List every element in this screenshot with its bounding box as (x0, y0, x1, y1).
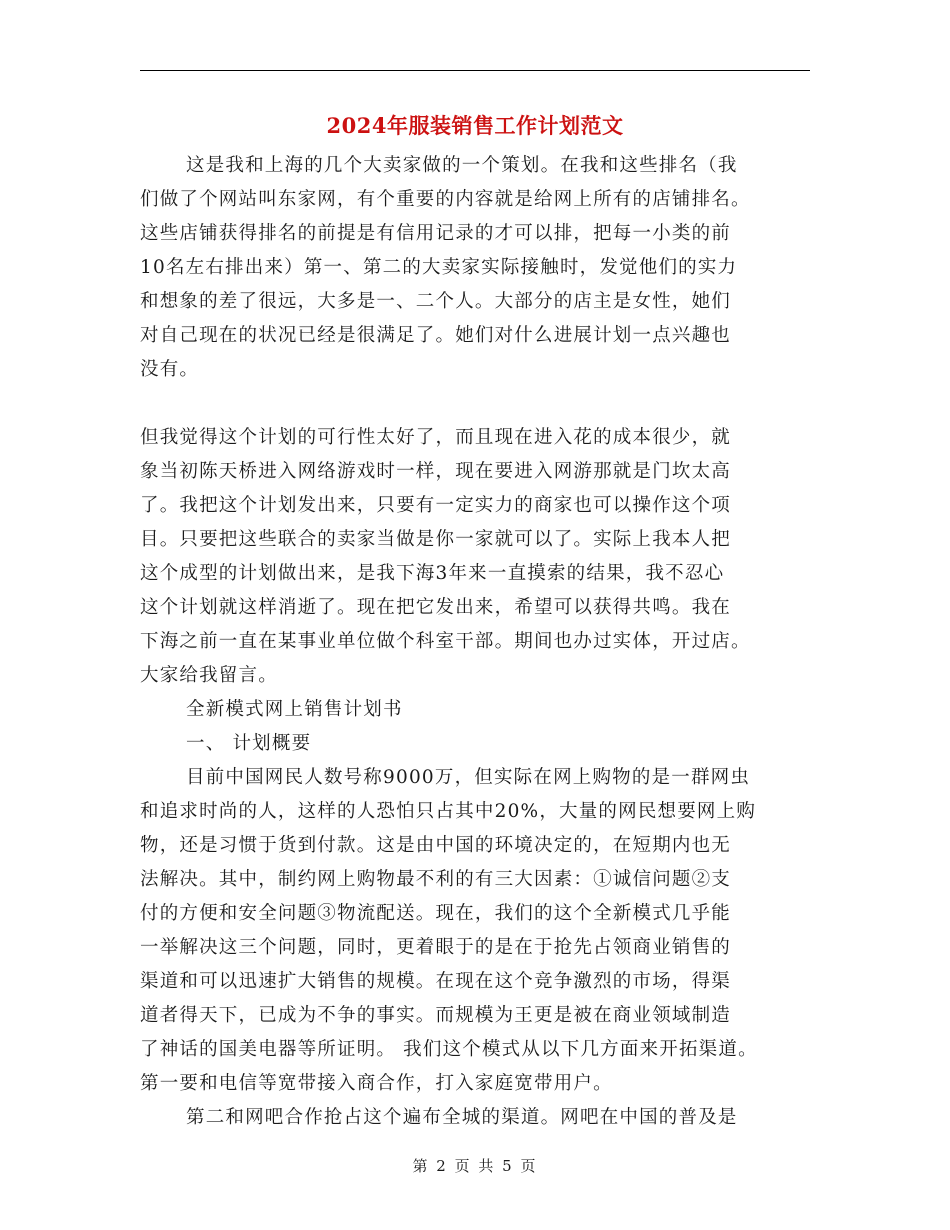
text-line: 一举解决这三个问题，同时，更着眼于的是在于抢先占领商业销售的 (140, 937, 732, 958)
text-line: 对自己现在的状况已经是很满足了。她们对什么进展计划一点兴趣也 (140, 325, 732, 346)
text-line: 大家给我留言。 (140, 665, 278, 686)
text-line: 付的方便和安全问题③物流配送。现在，我们的这个全新模式几乎能 (140, 903, 732, 924)
text-line: 物，还是习惯于货到付款。这是由中国的环境决定的，在短期内也无 (140, 835, 732, 856)
text-line: 第一要和电信等宽带接入商合作，打入家庭宽带用户。 (140, 1073, 613, 1094)
text-line: 和想象的差了很远，大多是一、二个人。大部分的店主是女性，她们 (140, 291, 732, 312)
text-line: 道者得天下，已成为不争的事实。而规模为王更是被在商业领域制造 (140, 1005, 732, 1026)
text-line: 象当初陈天桥进入网络游戏时一样，现在要进入网游那就是门坎太高 (140, 461, 732, 482)
text-line: 第二和网吧合作抢占这个遍布全城的渠道。网吧在中国的普及是 (186, 1107, 738, 1128)
text-line: 这个计划就这样消逝了。现在把它发出来，希望可以获得共鸣。我在 (140, 597, 732, 618)
text-line: 这是我和上海的几个大卖家做的一个策划。在我和这些排名（我 (186, 155, 738, 176)
section-heading: 一、 计划概要 (186, 733, 312, 754)
text-line: 了。我把这个计划发出来，只要有一定实力的商家也可以操作这个项 (140, 495, 732, 516)
text-line: 没有。 (140, 359, 200, 380)
header-rule (140, 70, 810, 71)
text-line: 法解决。其中，制约网上购物最不利的有三大因素：①诚信问题②支 (140, 869, 732, 890)
text-line: 这些店铺获得排名的前提是有信用记录的才可以排，把每一小类的前 (140, 223, 732, 244)
text-line: 了神话的国美电器等所证明。 我们这个模式从以下几方面来开拓渠道。 (140, 1039, 758, 1060)
text-line: 10名左右排出来）第一、第二的大卖家实际接触时，发觉他们的实力 (140, 257, 738, 278)
section-heading: 全新模式网上销售计划书 (186, 699, 403, 720)
text-line: 这个成型的计划做出来，是我下海3年来一直摸索的结果，我不忍心 (140, 563, 725, 584)
document-title: 2024年服装销售工作计划范文 (326, 113, 624, 138)
text-line: 但我觉得这个计划的可行性太好了，而且现在进入花的成本很少，就 (140, 427, 732, 448)
text-line: 目前中国网民人数号称9000万，但实际在网上购物的是一群网虫 (186, 767, 751, 788)
text-line: 们做了个网站叫东家网，有个重要的内容就是给网上所有的店铺排名。 (140, 189, 751, 210)
text-line: 下海之前一直在某事业单位做个科室干部。期间也办过实体，开过店。 (140, 631, 751, 652)
text-line: 渠道和可以迅速扩大销售的规模。在现在这个竞争激烈的市场，得渠 (140, 971, 732, 992)
text-line: 和追求时尚的人，这样的人恐怕只占其中20%，大量的网民想要网上购 (140, 801, 757, 822)
text-line: 目。只要把这些联合的卖家当做是你一家就可以了。实际上我本人把 (140, 529, 732, 550)
page-number: 第 2 页 共 5 页 (412, 1157, 538, 1175)
